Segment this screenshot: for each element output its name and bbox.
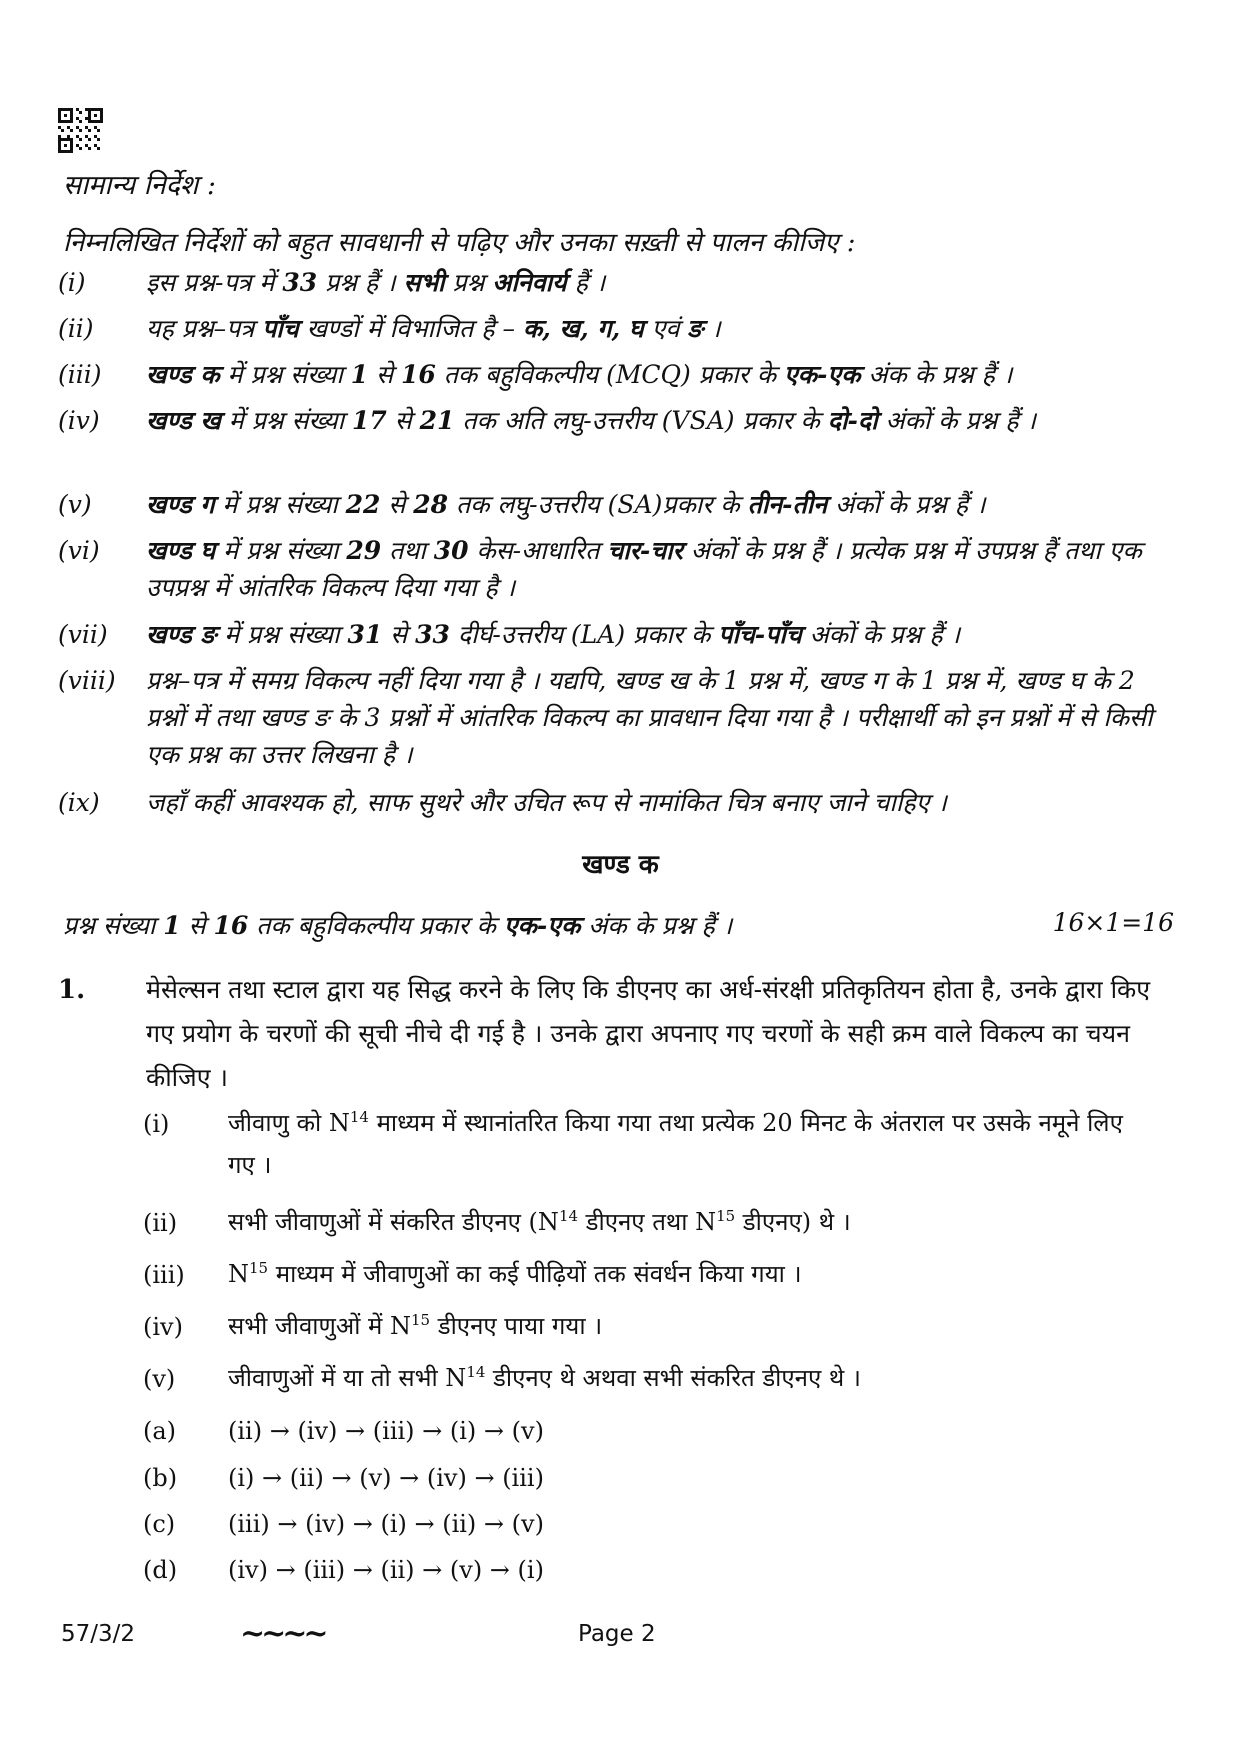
option-label: (c) — [143, 1510, 176, 1538]
instructions-intro: निम्नलिखित निर्देशों को बहुत सावधानी से पढ़िए और उनका सख़्ती से पालन कीजिए : — [63, 228, 856, 258]
footer-wave-mark: ~~~~ — [240, 1616, 325, 1651]
question-text: मेसेल्सन तथा स्टाल द्वारा यह सिद्ध करने के लिए कि डीएनए का अर्ध-संरक्षी प्रतिकृतियन होता है, उनके द्वारा किए गए प्रयोग के चरणों की सूची नीचे दी गई है । उनके द्वारा अपनाए गए चरणों के सही क्रम वाले विकल्प का चयन कीजिए । — [146, 975, 1151, 1092]
question-number: 1. — [58, 975, 86, 1005]
instruction-text: यह प्रश्न–पत्र पाँच खण्डों में विभाजित है – क, ख, ग, घ एवं ङ । — [146, 314, 721, 343]
section-title: खण्ड क — [582, 850, 659, 880]
step-text: जीवाणुओं में या तो सभी $N^{14}$ डीएनए थे अथवा सभी संकरित डीएनए थे । — [228, 1363, 861, 1392]
step-text: जीवाणु को $N^{14}$ माध्यम में स्थानांतरित किया गया तथा प्रत्येक 20 मिनट के अंतराल पर उसके नमूने लिए गए । — [228, 1108, 1123, 1179]
instruction-number: (viii) — [58, 666, 116, 695]
instruction-number: (ix) — [58, 788, 100, 817]
qr-code-icon — [58, 108, 103, 153]
instruction-number: (v) — [58, 490, 92, 519]
page-number: Page 2 — [578, 1621, 656, 1647]
instruction-number: (vii) — [58, 620, 108, 649]
option-label: (b) — [143, 1464, 178, 1492]
instruction-number: (iii) — [58, 360, 102, 389]
step-number: (iii) — [143, 1261, 185, 1289]
step-number: (v) — [143, 1365, 176, 1393]
instruction-text: खण्ड ख में प्रश्न संख्या 17 से 21 तक अति लघु-उत्तरीय (VSA) प्रकार के दो-दो अंकों के प्रश्न हैं । — [146, 406, 1036, 435]
instruction-text: इस प्रश्न-पत्र में 33 प्रश्न हैं । सभी प्रश्न अनिवार्य हैं । — [146, 268, 606, 297]
instruction-text: खण्ड ग में प्रश्न संख्या 22 से 28 तक लघु-उत्तरीय (SA)प्रकार के तीन-तीन अंकों के प्रश्न हैं । — [146, 490, 986, 519]
instruction-number: (iv) — [58, 406, 100, 435]
instruction-text: खण्ड क में प्रश्न संख्या 1 से 16 तक बहुविकल्पीय (MCQ) प्रकार के एक-एक अंक के प्रश्न हैं । — [146, 360, 1013, 389]
section-note: प्रश्न संख्या 1 से 16 तक बहुविकल्पीय प्रकार के एक-एक अंक के प्रश्न हैं । — [63, 911, 733, 940]
instruction-text: खण्ड ङ में प्रश्न संख्या 31 से 33 दीर्घ-उत्तरीय (LA) प्रकार के पाँच-पाँच अंकों के प्रश्न हैं । — [146, 620, 961, 649]
instruction-text: प्रश्न–पत्र में समग्र विकल्प नहीं दिया गया है । यद्यपि, खण्ड ख के 1 प्रश्न में, खण्ड ग के 1 प्रश्न में, खण्ड घ के 2 प्रश्नों में तथा खण्ड ङ के 3 प्रश्नों में आंतरिक विकल्प का प्रावधान दिया गया है । परीक्षार्थी को इन प्रश्नों में से किसी एक प्रश्न का उत्तर लिखना है । — [146, 666, 1153, 769]
step-number: (i) — [143, 1110, 170, 1138]
option-text: (iii) → (iv) → (i) → (ii) → (v) — [228, 1510, 544, 1538]
instruction-number: (vi) — [58, 536, 100, 565]
instruction-number: (i) — [58, 268, 86, 297]
option-label: (d) — [143, 1556, 178, 1584]
step-text: सभी जीवाणुओं में संकरित डीएनए ($N^{14}$ डीएनए तथा $N^{15}$ डीएनए) थे । — [228, 1207, 851, 1236]
option-text: (iv) → (iii) → (ii) → (v) → (i) — [228, 1556, 544, 1584]
instruction-text: खण्ड घ में प्रश्न संख्या 29 तथा 30 केस-आधारित चार-चार अंकों के प्रश्न हैं । प्रत्येक प्रश्न में उपप्रश्न हैं तथा एक उपप्रश्न में आंतरिक विकल्प दिया गया है । — [146, 536, 1142, 602]
paper-code: 57/3/2 — [61, 1621, 136, 1647]
instruction-text: जहाँ कहीं आवश्यक हो, साफ सुथरे और उचित रूप से नामांकित चित्र बनाए जाने चाहिए । — [146, 788, 947, 817]
step-number: (iv) — [143, 1313, 183, 1341]
step-text: $N^{15}$ माध्यम में जीवाणुओं का कई पीढ़ियों तक संवर्धन किया गया । — [228, 1259, 802, 1288]
instructions-heading: सामान्य निर्देश : — [63, 170, 216, 201]
step-number: (ii) — [143, 1209, 178, 1237]
step-text: सभी जीवाणुओं में $N^{15}$ डीएनए पाया गया । — [228, 1311, 603, 1340]
option-label: (a) — [143, 1417, 177, 1445]
section-marks: 16×1=16 — [1052, 908, 1174, 937]
option-text: (i) → (ii) → (v) → (iv) → (iii) — [228, 1464, 544, 1492]
option-text: (ii) → (iv) → (iii) → (i) → (v) — [228, 1417, 544, 1445]
instruction-number: (ii) — [58, 314, 94, 343]
